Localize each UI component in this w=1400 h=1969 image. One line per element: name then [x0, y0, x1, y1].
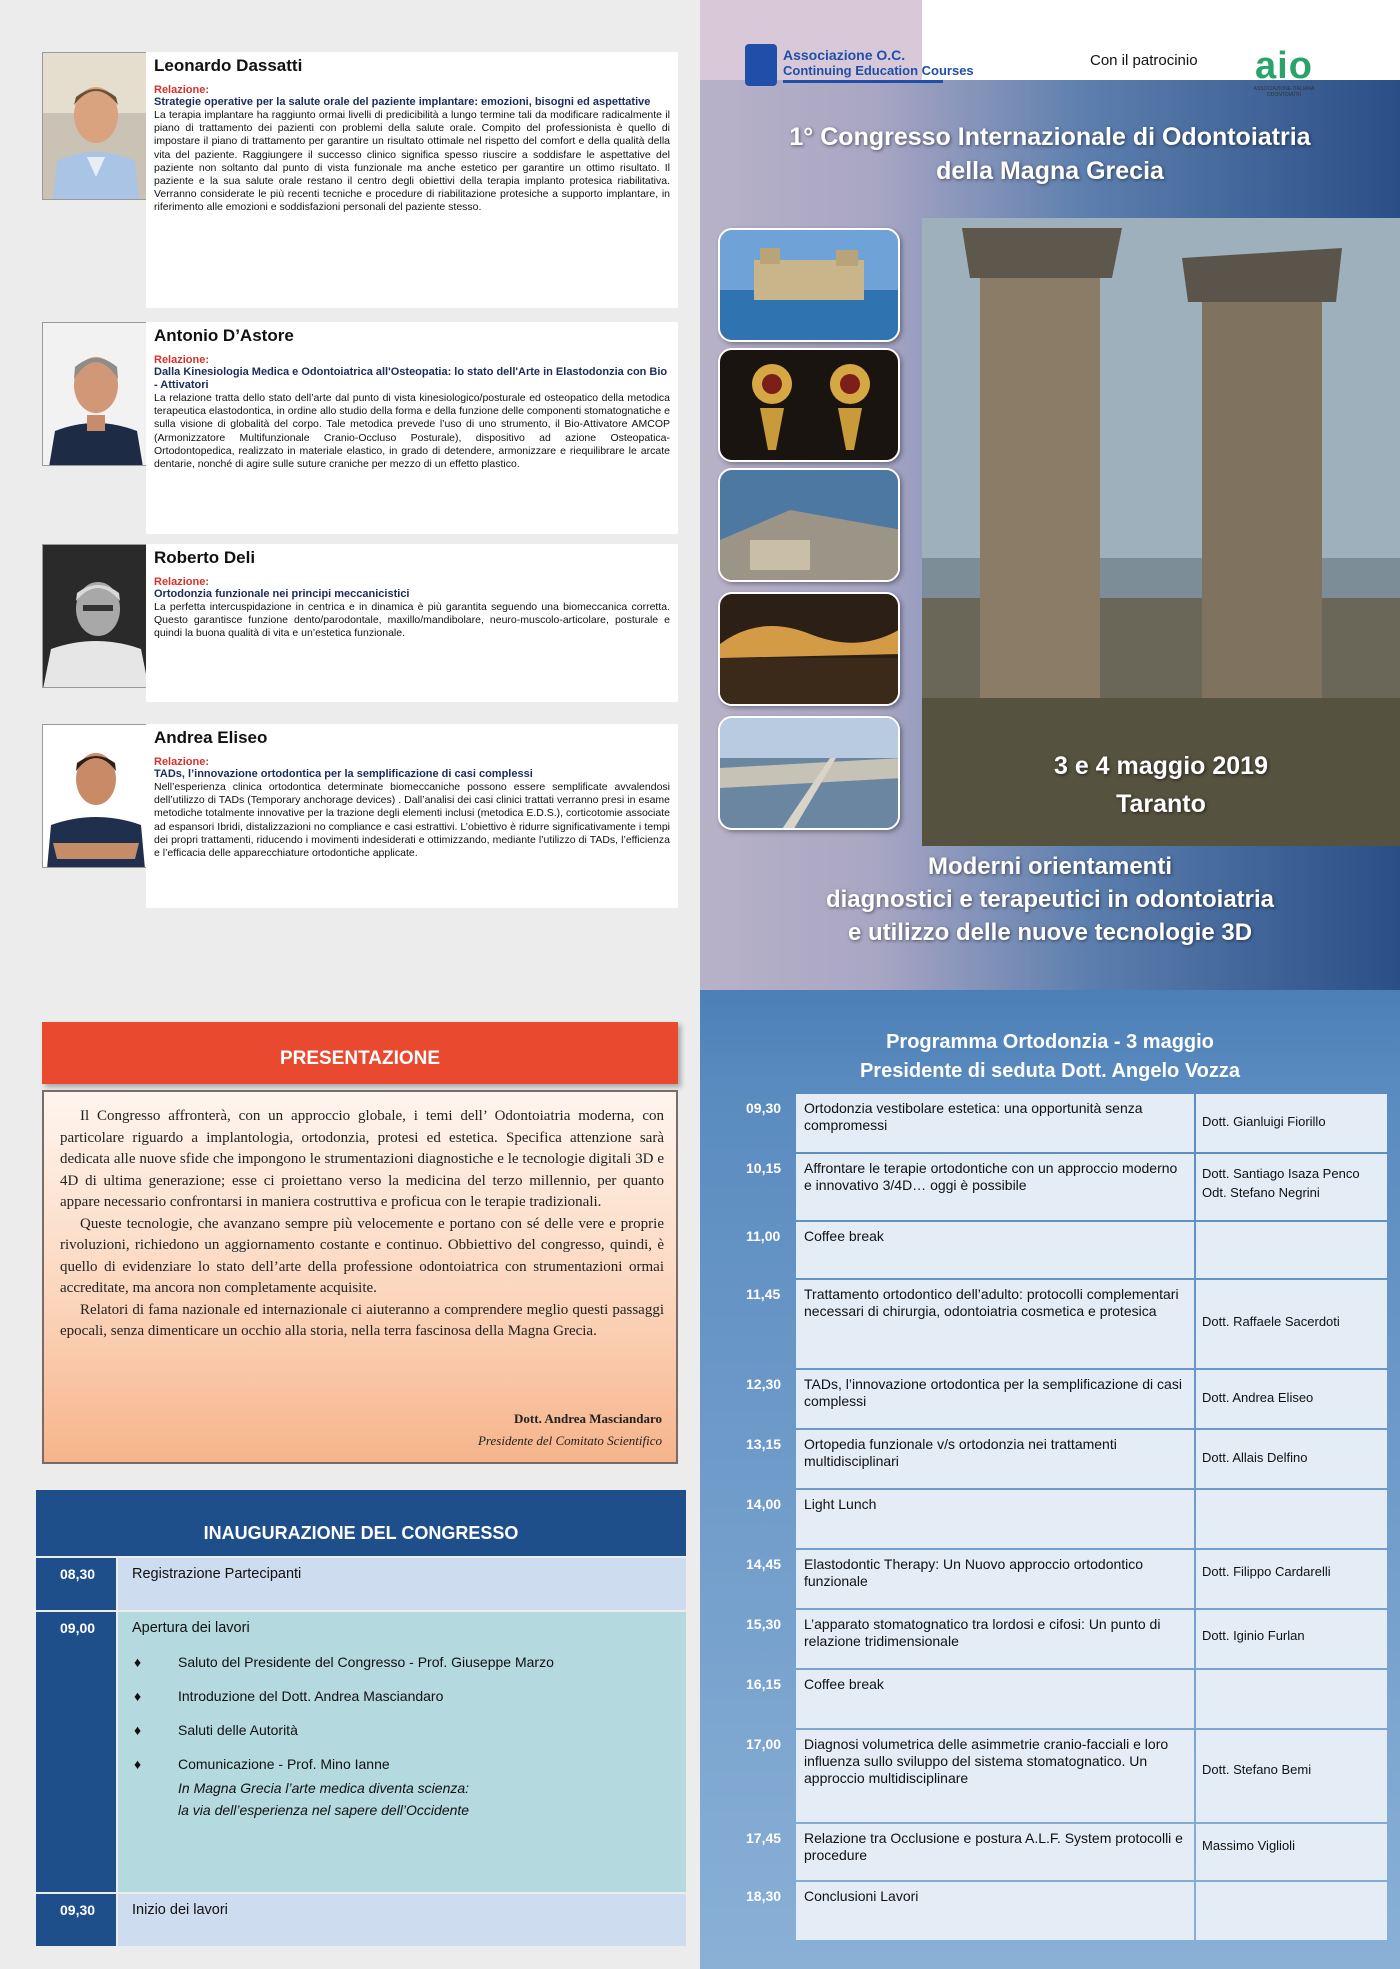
speaker-card [42, 724, 678, 908]
program-time: 11,45 [746, 1286, 781, 1302]
program-speaker: Dott. Stefano Bemi [1202, 1762, 1312, 1777]
speaker-photo [42, 52, 148, 200]
program-time: 12,30 [746, 1376, 782, 1392]
schedule-text: Registrazione Partecipanti [118, 1558, 686, 1610]
logo-underline [783, 80, 943, 83]
program-row [712, 1730, 1387, 1822]
agenda-item: Saluto del Presidente del Congresso - Prof. Giuseppe Marzo [178, 1654, 554, 1670]
aio-logo [1236, 45, 1332, 98]
tooth-icon [745, 44, 777, 86]
program-time: 10,15 [746, 1160, 782, 1176]
program-speaker: Dott. Gianluigi Fiorillo [1202, 1114, 1326, 1129]
speaker-name: Roberto Deli [154, 548, 256, 567]
program-topic: Ortopedia funzionale v/s ortodonzia nei trattamenti multidisciplinari [796, 1430, 1194, 1488]
relazione-description: La perfetta intercuspidazione in centrica e in dinamica è più garantita seguendo una biomeccanica corretta. Questo garantisce funzione dento/parodontale, maxillo/mandibolare, neuro-muscolo-articolare, posturale e quindi la buona qualità di vita e un’estetica funzionale. [154, 601, 670, 640]
schedule-row [36, 1558, 686, 1610]
aio-logo-letters: aio [1255, 45, 1313, 87]
program-speaker: Dott. Allais Delfino [1202, 1450, 1308, 1465]
program-topic: Affrontare le terapie ortodontiche con un approccio moderno e innovativo 3/4D… oggi è possibile [796, 1154, 1194, 1220]
program-speaker: Dott. Andrea Eliseo [1202, 1390, 1314, 1405]
program-speaker-cell [1196, 1280, 1387, 1368]
speaker-name: Antonio D’Astore [154, 326, 294, 345]
agenda-quote: In Magna Grecia l’arte medica diventa scienza: [178, 1780, 470, 1796]
signature-role: Presidente del Comitato Scientifico [477, 1433, 662, 1448]
program-topic: L’apparato stomatognatico tra lordosi e cifosi: Un punto di relazione tridimensionale [796, 1610, 1194, 1668]
diamond-bullet-icon: ♦ [134, 1654, 142, 1670]
relazione-label: Relazione: [154, 576, 210, 588]
program-speaker-cell [1196, 1430, 1387, 1488]
program-row [712, 1094, 1387, 1152]
program-topic: Coffee break [796, 1222, 1194, 1278]
program-speaker-cell [1196, 1670, 1387, 1728]
program-speaker: Dott. Filippo Cardarelli [1202, 1564, 1331, 1579]
program-row [712, 1824, 1387, 1880]
speaker-card [42, 322, 678, 534]
org-subtitle: Continuing Education Courses [783, 63, 974, 78]
agenda-item: Introduzione del Dott. Andrea Masciandaro [178, 1688, 444, 1704]
program-row [712, 1430, 1387, 1488]
congress-title [720, 120, 1380, 188]
relazione-description: La terapia implantare ha raggiunto ormai livelli di predicibilità a lungo termine tali da modificare radicalmente il piano di trattamento dei pazienti con problemi della salute orale. Compito del professionista è quello di impostare il piano di trattamento per garantire un risultato ottimale nel rispetto del comfort e della qualità della vita del paziente. Raggiungere il successo clinico significa spesso riuscire a soddisfare le aspettative del paziente non soltanto dal punto di vista funzionale ma anche estetico per garantire un ottimo risultato. Il paziente e la sua salute orale restano il centro degli obiettivi della terapia implanto protesica riabilitativa. Verranno considerate le più recenti tecniche e procedure di riabilitazione protesiche a supporto implantare, in riferimento alle emozioni e soddisfazioni personali del paziente stesso. [154, 109, 670, 214]
relazione-title: Dalla Kinesiologia Medica e Odontoiatrica all'Osteopatia: lo stato dell'Arte in Elastodonzia con Bio - Attivatori [154, 366, 668, 391]
program-time: 11,00 [746, 1228, 781, 1244]
agenda-quote: la via dell’esperienza nel sapere dell’Occidente [178, 1802, 470, 1818]
program-topic: Light Lunch [796, 1490, 1194, 1548]
speaker-card [42, 52, 678, 308]
presentazione-paragraph: Il Congresso affronterà, con un approccio globale, i temi dell’ Odontoiatria moderna, con particolare riguardo a implantologia, ortodonzia, protesi ed estetica. Specifica attenzione sarà dedicata alle nuove sfide che impongono le strumentazioni diagnostiche e le tecnologie digitali 3D e 4D di ultima generazione; esse ci proiettano verso la medicina del terzo millennio, per quanto appare necessario confrontarsi in maniera costruttiva e proficua con le terapie tradizionali. [60, 1108, 664, 1210]
diamond-bullet-icon: ♦ [134, 1756, 142, 1772]
program-topic: TADs, l’innovazione ortodontica per la semplificazione di casi complessi [796, 1370, 1194, 1428]
program-title-line1: Programma Ortodonzia - 3 maggio [886, 1031, 1214, 1053]
program-speaker-cell [1196, 1882, 1387, 1940]
program-row [712, 1154, 1387, 1220]
program-topic: Conclusioni Lavori [796, 1882, 1194, 1940]
speaker-info [146, 322, 678, 534]
subtitle-line3: e utilizzo delle nuove tecnologie 3D [847, 919, 1253, 946]
program-speaker-cell [1196, 1094, 1387, 1152]
aio-logo-sub: ASSOCIAZIONE ITALIANA ODONTOIATRI [1253, 86, 1315, 98]
presentazione-paragraph: Relatori di fama nazionale ed internazionale ci aiuteranno a comprendere meglio questi passaggi epocali, senza dimenticare un occhio alla storia, nella terra fascinosa della Magna Grecia. [60, 1301, 664, 1339]
program-speaker-cell [1196, 1550, 1387, 1608]
speaker-photo [42, 322, 148, 466]
org-name: Associazione O.C. [783, 47, 906, 63]
thumbnail-aerial-city [718, 468, 900, 582]
schedule-text: Apertura dei lavori [132, 1620, 250, 1636]
program-topic: Coffee break [796, 1670, 1194, 1728]
program-topic: Ortodonzia vestibolare estetica: una opportunità senza compromessi [796, 1094, 1194, 1152]
program-topic: Trattamento ortodontico dell’adulto: protocolli complementari necessari di chirurgia, odontoiatria cosmetica e protesica [796, 1280, 1194, 1368]
program-row [712, 1610, 1387, 1668]
schedule-time: 08,30 [36, 1558, 116, 1610]
program-topic: Diagnosi volumetrica delle asimmetrie cranio-facciali e loro influenza sullo sviluppo del sistema stomatognatico. Un approccio multidisciplinare [796, 1730, 1194, 1822]
speaker-info [146, 544, 678, 702]
speaker-photo [42, 724, 148, 868]
relazione-label: Relazione: [154, 354, 210, 366]
relazione-title: Strategie operative per la salute orale del paziente implantare: emozioni, bisogni ed aspettative [154, 96, 651, 108]
program-time: 14,45 [746, 1556, 782, 1572]
schedule-body [118, 1612, 686, 1892]
program-speaker-cell [1196, 1490, 1387, 1548]
schedule-time: 09,30 [36, 1894, 116, 1946]
schedule-row [36, 1612, 686, 1892]
speaker-name: Leonardo Dassatti [154, 56, 303, 75]
presentazione-text [42, 1090, 678, 1464]
program-row [712, 1280, 1387, 1368]
thumbnail-bridge-night [718, 592, 900, 706]
program-time: 14,00 [746, 1496, 782, 1512]
patrocinio-label: Con il patrocinio [1090, 52, 1198, 69]
thumbnail-jewelry [718, 348, 900, 462]
subtitle-line1: Moderni orientamenti [927, 853, 1173, 880]
thumbnail-panorama [718, 716, 900, 830]
program-topic: Elastodontic Therapy: Un Nuovo approccio ortodontico funzionale [796, 1550, 1194, 1608]
program-speaker: Odt. Stefano Negrini [1202, 1185, 1320, 1200]
program-speaker-cell [1196, 1222, 1387, 1278]
program-row [712, 1882, 1387, 1940]
congress-title-line2: della Magna Grecia [936, 157, 1164, 185]
program-time: 17,45 [746, 1830, 782, 1846]
congress-title-line1: 1° Congresso Internazionale di Odontoiatria [789, 123, 1311, 151]
schedule-row [36, 1894, 686, 1946]
schedule-time: 09,00 [36, 1612, 116, 1892]
program-time: 17,00 [746, 1736, 782, 1752]
relazione-title: Ortodonzia funzionale nei principi meccanicistici [154, 588, 410, 600]
program-speaker: Dott. Iginio Furlan [1202, 1628, 1305, 1643]
signature-name: Dott. Andrea Masciandaro [514, 1411, 662, 1426]
program-speaker-cell [1196, 1154, 1387, 1220]
program-speaker-cell [1196, 1610, 1387, 1668]
program-time: 18,30 [746, 1888, 782, 1904]
presentazione-paragraph: Queste tecnologie, che avanzano sempre più velocemente e portano con sé delle vere e proprie rivoluzioni, richiedono un aggiornamento costante e continuo. Obbiettivo del congresso, quindi, è quello di evidenziare lo stato dell’arte della professione odontoiatrica con strumentazioni ormai accreditate, ma ancora non completamente acquisite. [60, 1215, 664, 1296]
relazione-label: Relazione: [154, 756, 210, 768]
program-speaker-cell [1196, 1730, 1387, 1822]
speaker-card [42, 544, 678, 702]
program-row [712, 1550, 1387, 1608]
program-speaker-cell [1196, 1824, 1387, 1880]
relazione-description: La relazione tratta dello stato dell’arte dal punto di vista kinesiologico/posturale ed osteopatico della metodica terapeutica elastodontica, in ordine allo studio della forma e della funzione delle componenti stomatognatiche e sulla visione di globalità del corpo. Tale metodica prevede l’uso di uno strumento, il Bio-Attivatore AMCOP (Armonizzatore Multifunzionale Cranio-Occluso Posturale), dispositivo ad azione Osteopatica-Ortodontopedica, realizzato in materiale elastico, in grado di detendere, armonizzare e riequilibrare le arcate dentarie, nonché di agire sulle suture craniche per mezzo di un effetto plastico. [154, 392, 670, 471]
program-time: 09,30 [746, 1100, 782, 1116]
event-place: Taranto [1116, 790, 1206, 818]
program-speaker: Dott. Santiago Isaza Penco [1202, 1166, 1360, 1181]
diamond-bullet-icon: ♦ [134, 1722, 142, 1738]
program-topic: Relazione tra Occlusione e postura A.L.F. System protocolli e procedure [796, 1824, 1194, 1880]
program-title [700, 1028, 1400, 1086]
program-time: 13,15 [746, 1436, 782, 1452]
program-speaker-cell [1196, 1370, 1387, 1428]
program-row [712, 1490, 1387, 1548]
agenda-item: Saluti delle Autorità [178, 1722, 298, 1738]
program-row [712, 1370, 1387, 1428]
thumbnail-castle [718, 228, 900, 342]
speaker-info [146, 52, 678, 308]
presentazione-heading: PRESENTAZIONE [42, 1022, 678, 1084]
oc-logo [745, 44, 1005, 90]
relazione-label: Relazione: [154, 84, 210, 96]
program-speaker: Dott. Raffaele Sacerdoti [1202, 1314, 1340, 1329]
relazione-title: TADs, l’innovazione ortodontica per la semplificazione di casi complessi [154, 768, 533, 780]
program-speaker: Massimo Viglioli [1202, 1838, 1295, 1853]
agenda-item: Comunicazione - Prof. Mino Ianne [178, 1756, 390, 1772]
congress-subtitle [720, 850, 1380, 949]
diamond-bullet-icon: ♦ [134, 1688, 142, 1704]
relazione-description: Nell’esperienza clinica ortodontica determinate biomeccaniche possono essere semplificate avvalendosi dell’utilizzo di TADs (Temporary anchorage devices) . Dall’analisi dei casi clinici trattati verranno presi in esame metodiche totalmente innovative per la trazione degli elementi inclusi (metodica E.D.S.), corticotomie associate ad espansori Ibridi, distalizzazioni no compliance e casi estrattivi. L’obiettivo è ridurre significativamente i tempi dei propri trattamenti, riducendo i movimenti indesiderati e ottimizzando, mediante l’utilizzo di TADs, l’efficienza e l’efficacia delle apparecchiature ortodontiche applicate. [154, 781, 670, 860]
schedule-text: Inizio dei lavori [118, 1894, 686, 1946]
speaker-photo [42, 544, 148, 688]
program-title-line2: Presidente di seduta Dott. Angelo Vozza [859, 1060, 1241, 1082]
program-row [712, 1222, 1387, 1278]
program-time: 15,30 [746, 1616, 782, 1632]
speaker-name: Andrea Eliseo [154, 728, 268, 747]
subtitle-line2: diagnostici e terapeutici in odontoiatria [825, 886, 1275, 913]
program-row [712, 1670, 1387, 1728]
event-date: 3 e 4 maggio 2019 [1053, 752, 1268, 780]
inaugurazione-heading: INAUGURAZIONE DEL CONGRESSO [36, 1490, 686, 1556]
program-time: 16,15 [746, 1676, 782, 1692]
speaker-info [146, 724, 678, 908]
